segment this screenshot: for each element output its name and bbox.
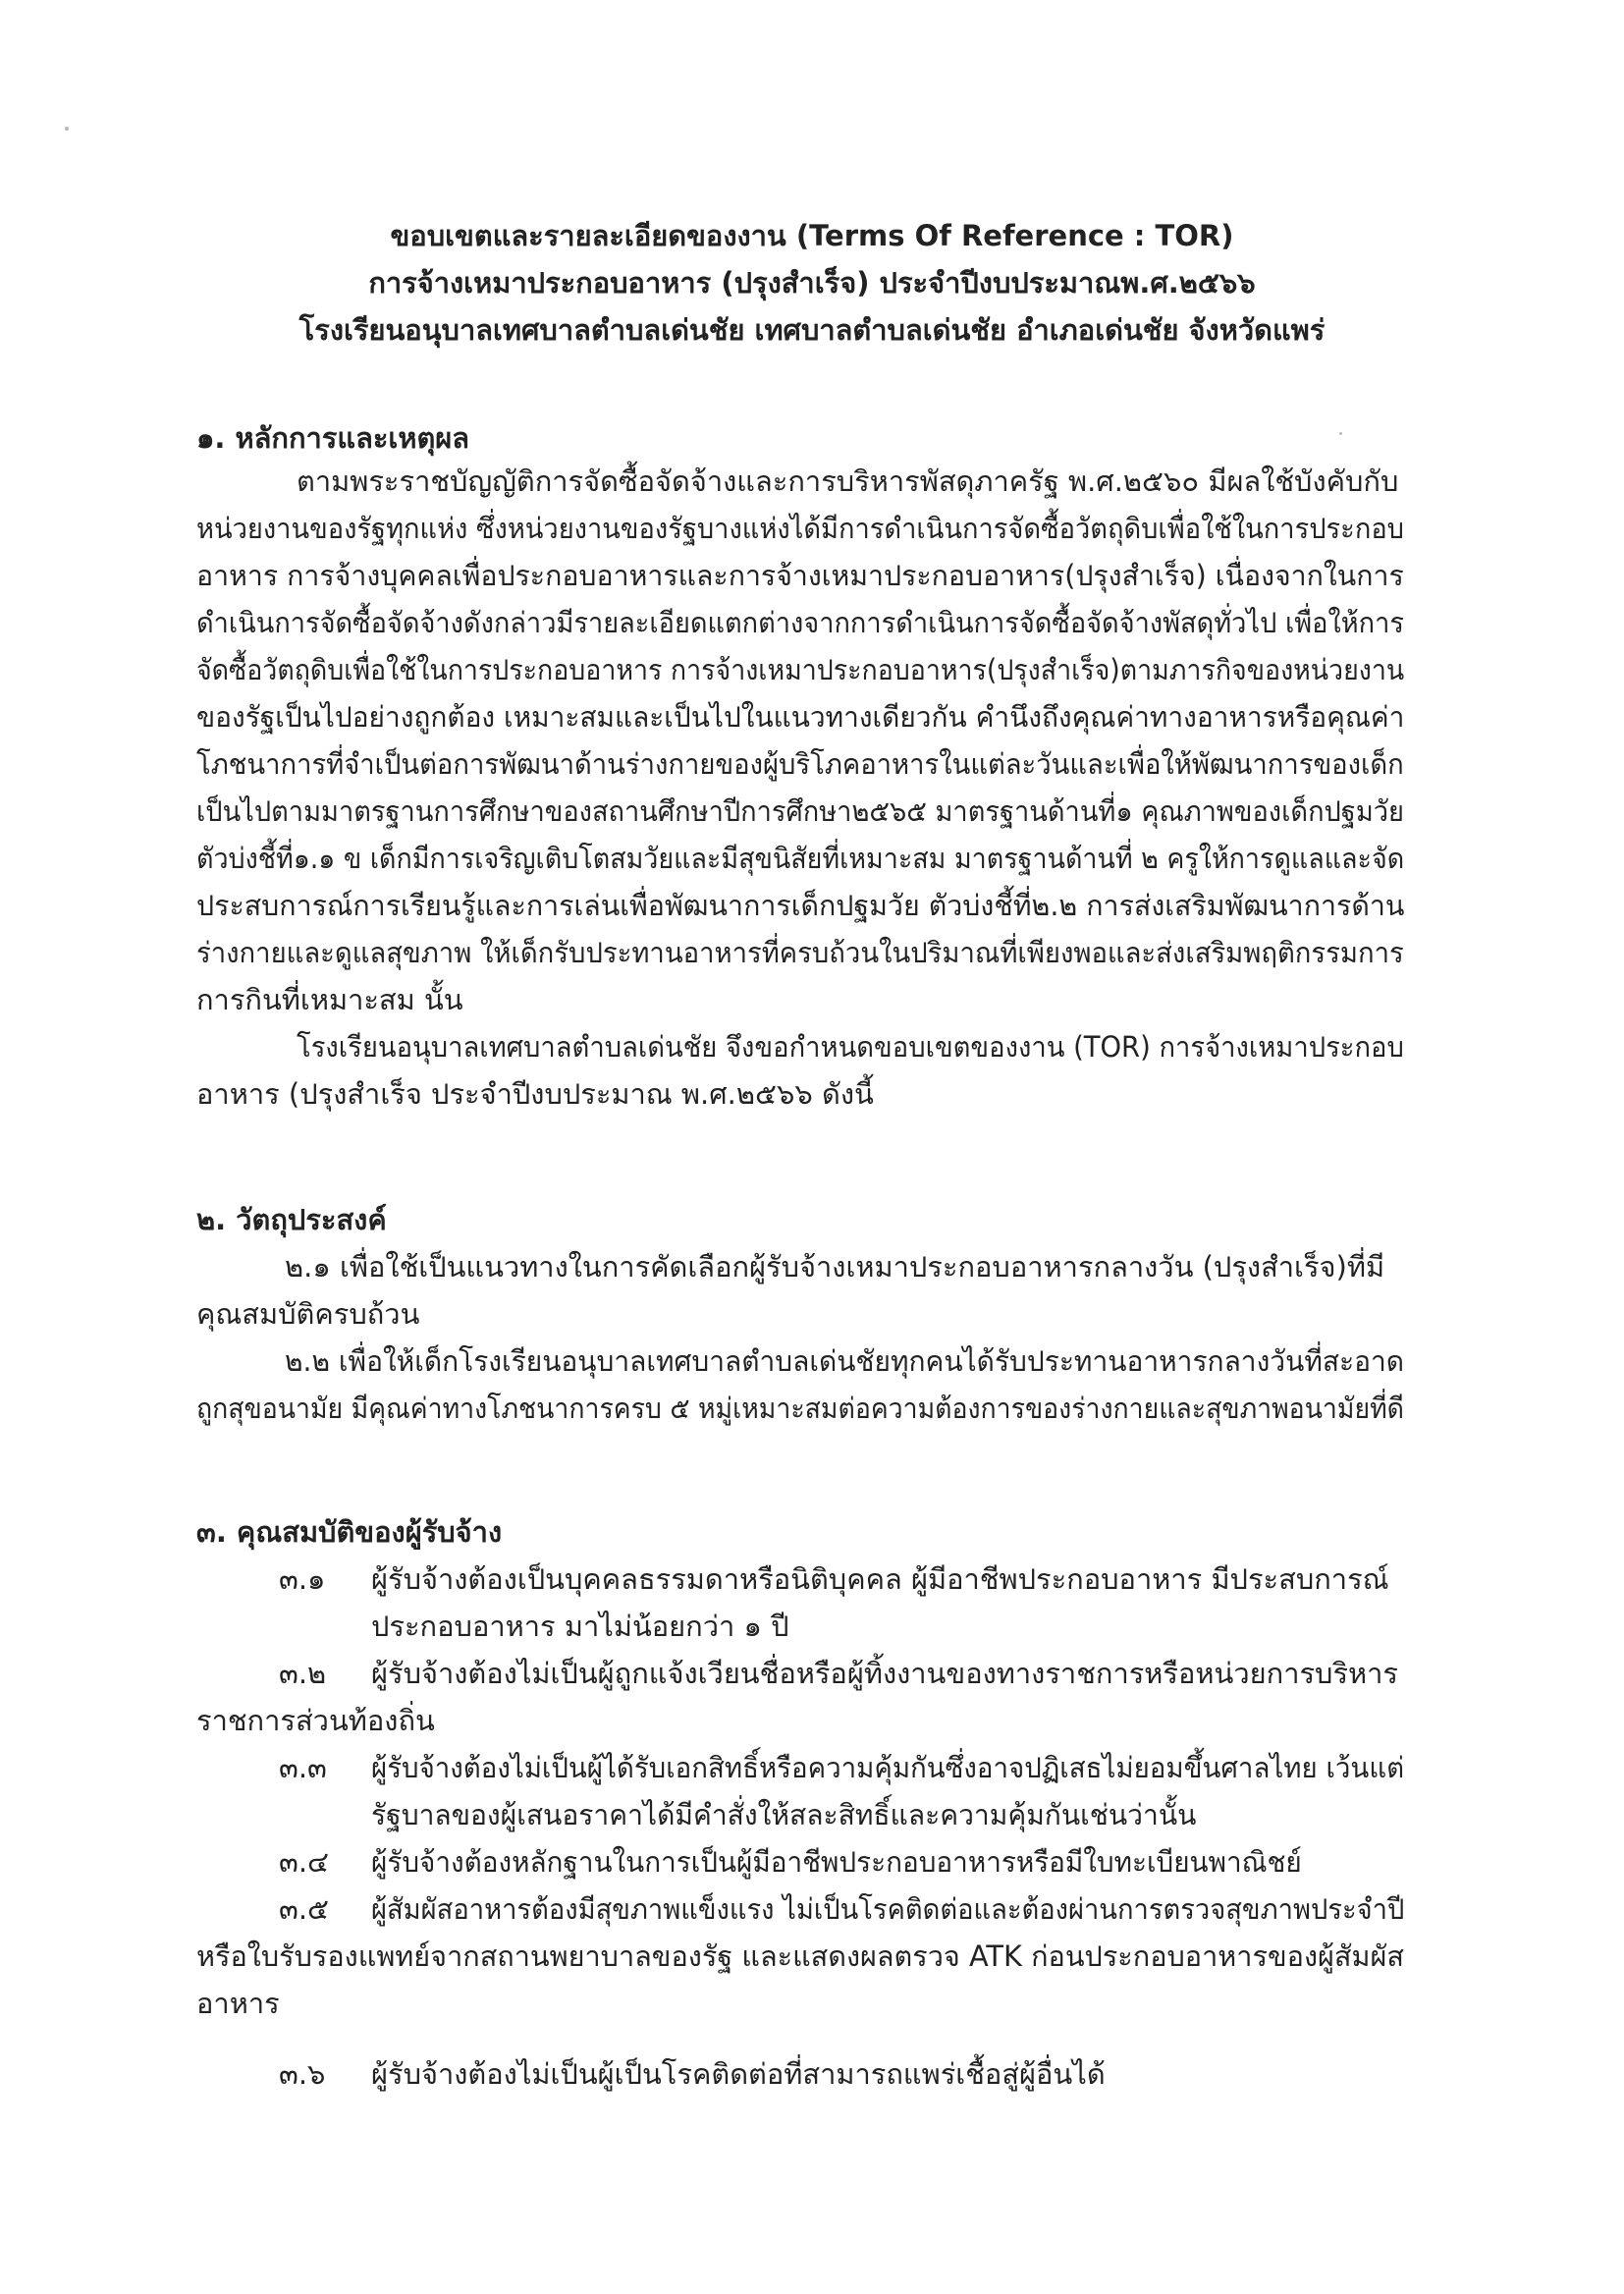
title-line-3: โรงเรียนอนุบาลเทศบาลตำบลเด่นชัย เทศบาลตำบลเด่นชัย อำเภอเด่นชัย จังหวัดแพร่ (298, 313, 1326, 347)
paragraph-line: ดำเนินการจัดซื้อจัดจ้างดังกล่าวมีรายละเอียดแตกต่างจากการดำเนินการจัดซื้อจัดจ้างพัสดุทั่วไป เพื่อให้การ (196, 606, 1404, 639)
item-number: ๓.๑ (279, 1562, 326, 1596)
paragraph-line: เป็นไปตามมาตรฐานการศึกษาของสถานศึกษาปีการศึกษา๒๕๖๕ มาตรฐานด้านที่๑ คุณภาพของเด็กปฐมวัย (196, 794, 1404, 828)
item-text-line: ราชการส่วนท้องถิ่น (196, 1704, 435, 1737)
paragraph-line: คุณสมบัติครบถ้วน (196, 1297, 420, 1331)
paragraph-line: ๒.๒ เพื่อให้เด็กโรงเรียนอนุบาลเทศบาลตำบลเด่นชัยทุกคนได้รับประทานอาหารกลางวันที่สะอาด (285, 1344, 1405, 1378)
paragraph-line: ๒.๑ เพื่อใช้เป็นแนวทางในการคัดเลือกผู้รับจ้างเหมาประกอบอาหารกลางวัน (ปรุงสำเร็จ)ที่มี (285, 1250, 1385, 1284)
item-text-line: อาหาร (196, 1987, 280, 2020)
paragraph-line: การกินที่เหมาะสม นั้น (196, 983, 463, 1016)
title-line-2: การจ้างเหมาประกอบอาหาร (ปรุงสำเร็จ) ประจำปีงบประมาณพ.ศ.๒๕๖๖ (368, 266, 1256, 300)
paragraph-line: ร่างกายและดูแลสุขภาพ ให้เด็กรับประทานอาหารที่ครบถ้วนในปริมาณที่เพียงพอและส่งเสริมพฤติกรรมการ (196, 936, 1404, 969)
section-1-heading: ๑. หลักการและเหตุผล (196, 421, 470, 455)
item-number: ๓.๕ (279, 1892, 329, 1926)
item-number: ๓.๖ (279, 2057, 326, 2091)
paragraph-line: โรงเรียนอนุบาลเทศบาลตำบลเด่นชัย จึงขอกำหนดขอบเขตของงาน (TOR) การจ้างเหมาประกอบ (297, 1030, 1404, 1064)
item-text-line: รัฐบาลของผู้เสนอราคาได้มีคำสั่งให้สละสิทธิ์และความคุ้มกันเช่นว่านั้น (371, 1798, 1197, 1831)
paragraph-line: ของรัฐเป็นไปอย่างถูกต้อง เหมาะสมและเป็นไปในแนวทางเดียวกัน คำนึงถึงคุณค่าทางอาหารหรือคุณค่า (196, 700, 1405, 734)
paragraph-line: ตัวบ่งชี้ที่๑.๑ ข เด็กมีการเจริญเติบโตสมวัยและมีสุขนิสัยที่เหมาะสม มาตรฐานด้านที่ ๒ ครูให้การดูแลและจัด (196, 842, 1405, 875)
paragraph-line: อาหาร (ปรุงสำเร็จ ประจำปีงบประมาณ พ.ศ.๒๕๖๖ ดังนี้ (196, 1077, 874, 1111)
paragraph-line: จัดซื้อวัตถุดิบเพื่อใช้ในการประกอบอาหาร การจ้างเหมาประกอบอาหาร(ปรุงสำเร็จ)ตามภารกิจของหน่วยงาน (196, 653, 1405, 686)
section-3-heading: ๓. คุณสมบัติของผู้รับจ้าง (196, 1515, 503, 1549)
item-number: ๓.๒ (279, 1657, 327, 1690)
section-2-heading: ๒. วัตถุประสงค์ (196, 1203, 387, 1236)
title-line-1: ขอบเขตและรายละเอียดของงาน (Terms Of Reference : TOR) (390, 219, 1234, 252)
item-text-line: ผู้รับจ้างต้องไม่เป็นผู้ได้รับเอกสิทธิ์หรือความคุ้มกันซึ่งอาจปฏิเสธไม่ยอมขึ้นศาลไทย เว้นแต่ (371, 1751, 1405, 1784)
paragraph-line: ตามพระราชบัญญัติการจัดซื้อจัดจ้างและการบริหารพัสดุภาครัฐ พ.ศ.๒๕๖๐ มีผลใช้บังคับกับ (297, 464, 1399, 498)
paragraph-line: อาหาร การจ้างบุคคลเพื่อประกอบอาหารและการจ้างเหมาประกอบอาหาร(ปรุงสำเร็จ) เนื่องจากในการ (196, 559, 1404, 592)
item-number: ๓.๓ (279, 1751, 327, 1784)
item-text-line: ผู้รับจ้างต้องไม่เป็นผู้ถูกแจ้งเวียนชื่อหรือผู้ทิ้งงานของทางราชการหรือหน่วยการบริหาร (371, 1657, 1399, 1690)
paragraph-line: ถูกสุขอนามัย มีคุณค่าทางโภชนาการครบ ๕ หมู่เหมาะสมต่อความต้องการของร่างกายและสุขภาพอนามัยที่ดี (196, 1392, 1404, 1425)
item-number: ๓.๔ (279, 1845, 329, 1879)
item-text-line: ผู้รับจ้างต้องเป็นบุคคลธรรมดาหรือนิติบุคคล ผู้มีอาชีพประกอบอาหาร มีประสบการณ์ (371, 1562, 1389, 1596)
item-text-line: ผู้รับจ้างต้องหลักฐานในการเป็นผู้มีอาชีพประกอบอาหารหรือมีใบทะเบียนพาณิชย์ (371, 1845, 1302, 1879)
paragraph-line: โภชนาการที่จำเป็นต่อการพัฒนาด้านร่างกายของผู้บริโภคอาหารในแต่ละวันและเพื่อให้พัฒนาการของเด็ก (196, 747, 1404, 781)
item-text-line: ผู้สัมผัสอาหารต้องมีสุขภาพแข็งแรง ไม่เป็นโรคติดต่อและต้องผ่านการตรวจสุขภาพประจำปี (371, 1892, 1405, 1926)
paragraph-line: ประสบการณ์การเรียนรู้และการเล่นเพื่อพัฒนาการเด็กปฐมวัย ตัวบ่งชี้ที่๒.๒ การส่งเสริมพัฒนาการด้าน (196, 889, 1405, 922)
item-text-line: ประกอบอาหาร มาไม่น้อยกว่า ๑ ปี (371, 1610, 789, 1643)
scan-speck (65, 127, 69, 131)
paragraph-line: หน่วยงานของรัฐทุกแห่ง ซึ่งหน่วยงานของรัฐบางแห่งได้มีการดำเนินการจัดซื้อวัตถุดิบเพื่อใช้ในการประกอบ (196, 512, 1404, 545)
scan-speck (1339, 432, 1342, 435)
item-text-line: ผู้รับจ้างต้องไม่เป็นผู้เป็นโรคติดต่อที่สามารถแพร่เชื้อสู่ผู้อื่นได้ (371, 2057, 1106, 2091)
item-text-line: หรือใบรับรองแพทย์จากสถานพยาบาลของรัฐ และแสดงผลตรวจ ATK ก่อนประกอบอาหารของผู้สัมผัส (196, 1939, 1404, 1973)
